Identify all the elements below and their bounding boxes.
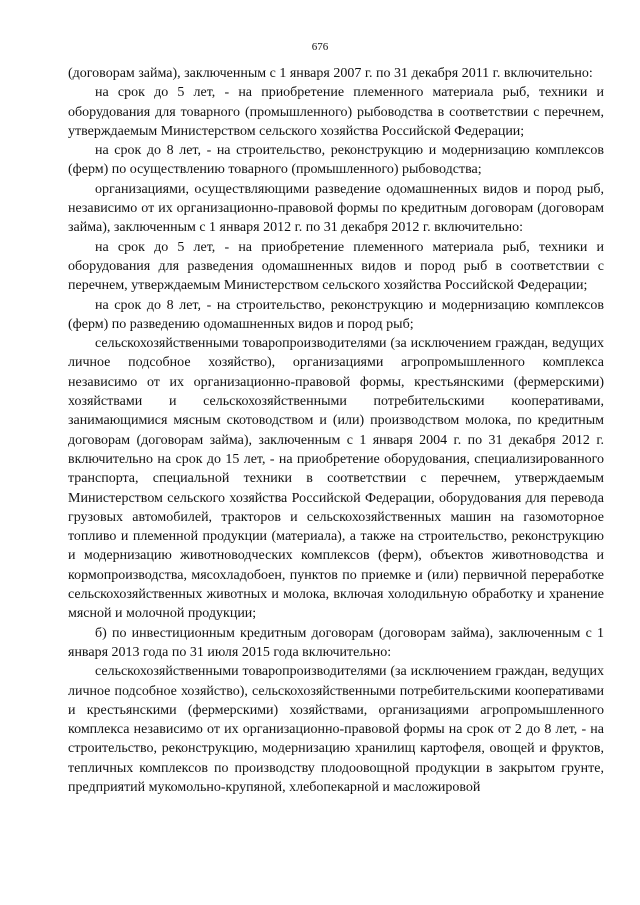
document-body (68, 64, 604, 797)
paragraph: на срок до 8 лет, - на строительство, реконструкцию и модернизацию комплексов (ферм) по разведению одомашненных видов и пород рыб; (68, 297, 604, 332)
paragraph: организациями, осуществляющими разведение одомашненных видов и пород рыб, независимо от их организационно-правовой формы по кредитным договорам (договорам займа), заключенным с 1 января 2012 г. по 31 декабря 2012 г. включительно: (68, 181, 604, 236)
paragraph: сельскохозяйственными товаропроизводителями (за исключением граждан, ведущих личное подсобное хозяйство), сельскохозяйственными потребительскими кооперативами и крестьянскими (фермерскими) хозяйствами, организациями агропромышленного комплекса независимо от их организационно-правовой формы на срок от 2 до 8 лет, - на строительство, реконструкцию, модернизацию хранилищ картофеля, овощей и фруктов, тепличных комплексов по производству плодоовощной продукции в закрытом грунте, предприятий мукомольно-крупяной, хлебопекарной и масложировой (68, 664, 604, 795)
paragraph: на срок до 8 лет, - на строительство, реконструкцию и модернизацию комплексов (ферм) по осуществлению товарного (промышленного) рыбоводства; (68, 143, 604, 178)
paragraph: на срок до 5 лет, - на приобретение племенного материала рыб, техники и оборудования для товарного (промышленного) рыбоводства в соответствии с перечнем, утверждаемым Министерством сельского хозяйства Российской Федерации; (68, 85, 604, 139)
paragraph: на срок до 5 лет, - на приобретение племенного материала рыб, техники и оборудования для разведения одомашненных видов и пород рыб в соответствии с перечнем, утверждаемым Министерством сельского хозяйства Российской Федерации; (68, 239, 604, 294)
paragraph: (договорам займа), заключенным с 1 января 2007 г. по 31 декабря 2011 г. включительно: (68, 66, 593, 81)
page-number: 676 (311, 41, 329, 53)
paragraph: сельскохозяйственными товаропроизводителями (за исключением граждан, ведущих личное подсобное хозяйство), организациями агропромышленного комплекса независимо от их организационно-правовой формы, крестьянскими (фермерскими) хозяйствами и сельскохозяйственными потребительскими кооперативами, занимающимися мясным скотоводством и (или) производством молока, по кредитным договорам (договорам займа), заключенным с 1 января 2004 г. по 31 декабря 2012 г. включительно на срок до 15 лет, - на приобретение оборудования, специализированного транспорта, специальной техники в соответствии с перечнем, утверждаемым Министерством сельского хозяйства Российской Федерации, оборудования для перевода грузовых автомобилей, тракторов и сельскохозяйственных машин на газомоторное топливо и племенной продукции (материала), а также на строительство, реконструкцию и модернизацию животноводческих комплексов (ферм), объектов животноводства и кормопроизводства, мясохладобоен, пунктов по приемке и (или) первичной переработке сельскохозяйственных животных и молока, включая холодильную обработку и хранение мясной и молочной продукции; (68, 336, 604, 622)
paragraph: б) по инвестиционным кредитным договорам (договорам займа), заключенным с 1 января 2013 года по 31 июля 2015 года включительно: (68, 625, 604, 660)
